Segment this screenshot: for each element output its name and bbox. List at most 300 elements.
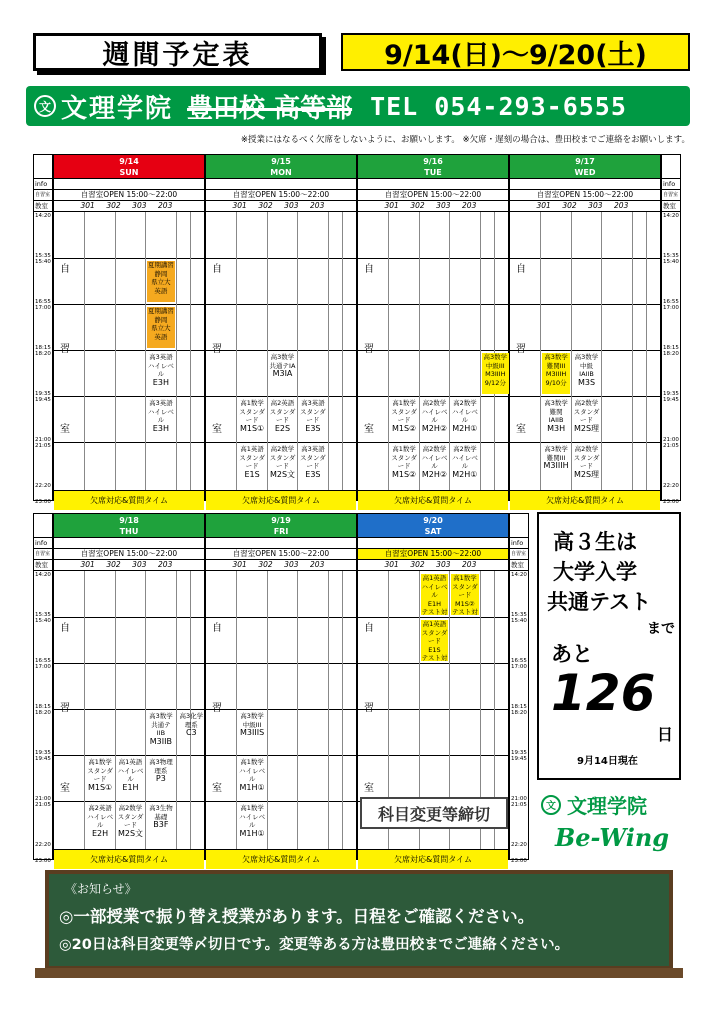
room-label: 教室 [510, 560, 528, 571]
class-line: 共通テIA [269, 361, 296, 370]
info-label: info [510, 538, 528, 549]
room-row [206, 560, 356, 571]
class-cell [147, 399, 174, 440]
info-row [206, 179, 356, 190]
selfstudy-char: 室 [60, 424, 70, 435]
time-label: 21:05 [511, 802, 527, 808]
class-line: 高1数学 [392, 399, 416, 407]
class-line: 理系 [154, 766, 168, 775]
day-header [54, 155, 204, 179]
class-line: 高3数学 [544, 353, 568, 361]
room-number: 301 [384, 560, 399, 569]
class-line: スタンダード [239, 407, 265, 424]
selfstudy-row: 自習室OPEN 15:00〜22:00 [206, 549, 356, 560]
room-number: 301 [80, 201, 95, 210]
room-number: 302 [258, 201, 273, 210]
class-line: 高2数学 [574, 445, 599, 453]
class-line: M3H [547, 423, 566, 433]
time-label: 21:05 [35, 443, 51, 449]
class-line: スタンダード [117, 812, 144, 829]
time-label: 14:20 [511, 572, 527, 578]
class-line: 共通テIIB [151, 720, 171, 737]
class-cell [147, 261, 174, 302]
class-line: 高1数学 [453, 574, 477, 582]
class-line: M3S [577, 377, 596, 387]
time-label: 23:00 [35, 858, 51, 864]
time-label: 22:20 [35, 842, 51, 848]
room-label: 教室 [34, 560, 52, 571]
day-header [54, 514, 204, 538]
day-header [206, 514, 356, 538]
class-line: 夏期講習 [147, 307, 174, 315]
notice-board [45, 870, 673, 970]
class-cell [299, 445, 326, 486]
day-header [358, 514, 508, 538]
class-line: M2S文 [269, 469, 296, 479]
countdown-unit: 日 [657, 725, 674, 744]
deadline-stamp: 科目変更等締切 [360, 797, 508, 829]
class-line: 高2数学 [422, 399, 447, 407]
class-line: スタンダード [87, 766, 113, 783]
class-line: M3IA [272, 369, 293, 378]
schedule-grid [54, 571, 204, 849]
class-line: 高2数学 [453, 399, 477, 407]
time-label: 18:20 [511, 710, 527, 716]
schedule-grid [206, 212, 356, 490]
time-label: 21:00 [35, 796, 51, 802]
class-line: 高3数学 [544, 399, 568, 407]
day-column [357, 154, 509, 505]
day-header [206, 155, 356, 179]
class-line: ハイレベル [421, 453, 448, 470]
date-range: 9/14(日)〜9/20(土) [341, 33, 690, 71]
selfstudy-char: 習 [212, 344, 222, 355]
day-date: 9/15 [271, 157, 291, 166]
day-column [205, 513, 357, 864]
day-date: 9/17 [575, 157, 595, 166]
class-line: スタンダード [391, 407, 417, 424]
class-cell [147, 804, 174, 845]
time-label: 17:00 [35, 305, 51, 311]
class-line: M2H② [421, 423, 448, 433]
selfstudy-char: 習 [364, 703, 374, 714]
class-line: 高1数学 [240, 804, 264, 812]
class-cell [573, 445, 600, 486]
footer-row: 欠席対応&質問タイム [54, 490, 204, 510]
time-label: 18:15 [35, 345, 51, 351]
class-line: 高3数学 [574, 353, 599, 361]
class-line: スタンダード [391, 453, 417, 470]
schedule-grid [358, 212, 508, 490]
class-cell [299, 399, 326, 440]
room-row [54, 201, 204, 212]
time-label: 15:35 [511, 612, 527, 618]
class-line: 英語 [154, 332, 168, 341]
time-label: 23:00 [663, 499, 679, 505]
class-line: 高3化学 [179, 712, 204, 720]
countdown-panel [537, 512, 681, 780]
class-cell [238, 445, 265, 486]
class-line: 9/10分 [545, 378, 567, 387]
room-number: 203 [310, 201, 325, 210]
day-date: 9/14 [119, 157, 139, 166]
selfstudy-char: 室 [364, 783, 374, 794]
class-line: 高1英語 [240, 445, 264, 453]
class-line: 高3英語 [149, 353, 173, 361]
class-line: M2H① [452, 423, 478, 433]
class-line: M3IIIH [485, 370, 506, 378]
class-line: ハイレベル [451, 453, 478, 470]
time-label: 18:15 [663, 345, 679, 351]
selfstudy-char: 自 [60, 623, 70, 634]
day-date: 9/20 [423, 516, 443, 525]
class-line: 高1数学 [392, 445, 416, 453]
class-line: 高1英語 [422, 620, 447, 628]
class-line: M1S② [391, 469, 417, 479]
day-date: 9/18 [119, 516, 139, 525]
class-line: 高1数学 [240, 758, 264, 766]
selfstudy-row: 自習室OPEN 15:00〜22:00 [54, 549, 204, 560]
class-line: E3H [152, 423, 169, 433]
time-label: 18:20 [35, 710, 51, 716]
class-cell [147, 712, 174, 753]
day-dow: FRI [273, 527, 289, 536]
room-number: 203 [158, 560, 173, 569]
footer-row: 欠席対応&質問タイム [54, 849, 204, 869]
class-line: 県立大 [151, 278, 171, 286]
countdown-line2: 大学入学 [553, 560, 637, 584]
time-label: 19:45 [35, 397, 51, 403]
class-line: 夏期講習 [147, 261, 174, 269]
selfstudy-char: 習 [364, 344, 374, 355]
class-line: 高2数学 [574, 399, 599, 407]
footer-row: 欠席対応&質問タイム [510, 490, 660, 510]
time-label: 21:00 [35, 437, 51, 443]
class-line: ハイレベル [117, 766, 144, 783]
class-line: スタンダード [300, 453, 326, 470]
class-line: P3 [155, 774, 166, 783]
room-row [510, 201, 660, 212]
time-label: 17:00 [663, 305, 679, 311]
class-line: 高2数学 [453, 445, 477, 453]
class-line: スタンダード [269, 453, 296, 470]
class-line: ハイレベル [147, 361, 174, 378]
footer-row: 欠席対応&質問タイム [358, 490, 508, 510]
class-cell [269, 445, 296, 486]
class-line: スタンダード [573, 453, 600, 470]
room-number: 203 [310, 560, 325, 569]
time-label: 15:40 [35, 259, 51, 265]
class-line: ハイレベル [421, 407, 448, 424]
class-cell [147, 353, 174, 394]
class-line: ハイレベル [239, 766, 266, 783]
day-header [358, 155, 508, 179]
day-column [205, 154, 357, 505]
footer-row: 欠席対応&質問タイム [206, 849, 356, 869]
class-line: 高2英語 [270, 399, 295, 407]
board-heading: 《お知らせ》 [65, 882, 137, 896]
class-cell [451, 445, 478, 486]
class-line: 中級IAIIB [579, 361, 594, 378]
class-line: E1S [244, 469, 260, 479]
selfstudy-char: 習 [60, 344, 70, 355]
time-label: 15:35 [35, 253, 51, 259]
countdown-line4: まで [647, 621, 675, 637]
class-cell [542, 353, 569, 394]
time-labels [663, 213, 681, 503]
class-line: 高2英語 [88, 804, 112, 812]
campus-name: 豊田校 高等部 [187, 93, 353, 124]
room-number: 203 [614, 201, 629, 210]
room-number: 302 [258, 560, 273, 569]
selfstudy-row: 自習室OPEN 15:00〜22:00 [54, 190, 204, 201]
room-number: 301 [232, 560, 247, 569]
class-line: スタンダード [421, 628, 448, 645]
brand-logo [537, 790, 687, 860]
footer-row: 欠席対応&質問タイム [358, 849, 508, 869]
room-number: 203 [462, 560, 477, 569]
day-dow: WED [574, 168, 596, 177]
day-header [510, 155, 660, 179]
time-label: 22:20 [511, 842, 527, 848]
time-label: 17:00 [511, 664, 527, 670]
class-line: スタンダード [573, 407, 600, 424]
class-line: M3IIB [149, 736, 172, 746]
day-dow: THU [119, 527, 139, 536]
class-line: スタンダード [300, 407, 326, 424]
class-cell [238, 758, 265, 799]
class-line: M1S② [391, 423, 417, 433]
day-dow: SUN [119, 168, 139, 177]
class-line: E2S [274, 423, 291, 433]
class-cell [238, 399, 265, 440]
class-line: 英語 [154, 286, 168, 295]
time-label: 19:45 [663, 397, 679, 403]
class-line: 県立大 [151, 324, 171, 332]
class-line: 中級III [485, 361, 505, 370]
selfstudy-char: 室 [516, 424, 526, 435]
class-cell [238, 804, 265, 845]
class-cell [482, 353, 509, 394]
class-cell [421, 399, 448, 440]
info-row [358, 179, 508, 190]
time-label: 15:35 [35, 612, 51, 618]
class-line: E1H [427, 599, 442, 608]
jishu-label: 自習室 [662, 190, 680, 201]
time-label: 15:40 [35, 618, 51, 624]
class-line: B3F [153, 820, 169, 829]
selfstudy-char: 室 [364, 424, 374, 435]
room-label: 教室 [662, 201, 680, 212]
day-dow: MON [270, 168, 292, 177]
class-cell [147, 758, 174, 799]
class-line: 高3数学 [149, 712, 173, 720]
class-line: 理系 [184, 720, 198, 729]
class-line: M3IIIH [545, 370, 567, 378]
room-row [206, 201, 356, 212]
countdown-line3: 共通テスト [547, 590, 652, 614]
selfstudy-row: 自習室OPEN 15:00〜22:00 [358, 549, 508, 560]
room-number: 302 [410, 201, 425, 210]
class-line: E3S [305, 423, 321, 433]
class-line: テスト対 [421, 654, 448, 661]
room-number: 301 [536, 201, 551, 210]
class-line: 難関IAIIB [548, 407, 564, 424]
day-dow: SAT [424, 527, 442, 536]
class-cell [421, 620, 448, 661]
room-row [54, 560, 204, 571]
day-date: 9/19 [271, 516, 291, 525]
schedule-grid [54, 212, 204, 490]
class-cell [147, 307, 174, 348]
time-labels [511, 572, 529, 862]
class-line: ハイレベル [147, 407, 174, 424]
class-cell [269, 353, 296, 394]
school-name: 文理学院 [61, 93, 174, 124]
class-line: 高3数学 [483, 353, 508, 361]
time-label: 23:00 [35, 499, 51, 505]
room-row [358, 201, 508, 212]
room-number: 302 [410, 560, 425, 569]
info-label: info [662, 179, 680, 190]
class-cell [117, 758, 144, 799]
day-column [53, 513, 205, 864]
selfstudy-char: 自 [516, 264, 526, 275]
selfstudy-char: 室 [212, 783, 222, 794]
room-number: 302 [562, 201, 577, 210]
selfstudy-char: 自 [60, 264, 70, 275]
class-line: 中級III [242, 720, 262, 729]
time-label: 18:20 [663, 351, 679, 357]
class-cell [238, 712, 265, 753]
class-line: M3IIIS [240, 728, 265, 737]
room-number: 301 [384, 201, 399, 210]
selfstudy-char: 習 [60, 703, 70, 714]
class-line: M1H① [239, 828, 265, 838]
time-label: 14:20 [663, 213, 679, 219]
class-line: E2H [92, 828, 109, 838]
class-cell [178, 712, 205, 753]
time-label: 15:35 [663, 253, 679, 259]
selfstudy-char: 自 [212, 623, 222, 634]
class-line: 高2数学 [270, 445, 295, 453]
class-cell [573, 399, 600, 440]
board-line2: ◎20日は科目変更等〆切日です。変更等ある方は豊田校までご連絡ください。 [59, 937, 570, 953]
day-date: 9/16 [423, 157, 443, 166]
class-line: M1S① [87, 782, 113, 792]
class-line: E1S [428, 645, 441, 654]
time-label: 23:00 [511, 858, 527, 864]
class-line: 9/12分 [484, 378, 506, 387]
class-line: 高3数学 [270, 353, 295, 361]
school-banner [26, 86, 690, 126]
class-line: 高3生物 [149, 804, 173, 812]
jishu-label: 自習室 [510, 549, 528, 560]
room-number: 303 [436, 560, 451, 569]
class-cell [573, 353, 600, 394]
class-line: スタンダード [269, 407, 296, 424]
info-row [206, 538, 356, 549]
time-label: 14:20 [35, 213, 51, 219]
schedule-grid [206, 571, 356, 849]
room-number: 302 [106, 201, 121, 210]
page-title: 週間予定表 [33, 33, 322, 71]
class-line: スタンダード [452, 582, 478, 599]
class-cell [542, 399, 569, 440]
time-label: 18:15 [35, 704, 51, 710]
time-label: 16:55 [663, 299, 679, 305]
class-cell [269, 399, 296, 440]
class-line: ハイレベル [451, 407, 478, 424]
side-labels-right [661, 154, 681, 505]
class-line: 高3数学 [240, 712, 264, 720]
selfstudy-char: 自 [364, 264, 374, 275]
time-label: 21:05 [663, 443, 679, 449]
class-line: 静岡 [154, 315, 168, 324]
time-label: 19:35 [35, 750, 51, 756]
class-line: 高1英語 [422, 574, 447, 582]
class-line: M1S② [455, 599, 475, 608]
board-ledge [35, 968, 683, 978]
day-dow: TUE [424, 168, 442, 177]
time-label: 19:35 [35, 391, 51, 397]
countdown-line5: あと [551, 642, 593, 666]
time-label: 19:45 [35, 756, 51, 762]
class-line: M1S① [239, 423, 265, 433]
side-labels [33, 154, 53, 505]
class-cell [117, 804, 144, 845]
time-label: 17:00 [35, 664, 51, 670]
room-number: 302 [106, 560, 121, 569]
class-line: E1H [122, 782, 139, 792]
class-line: E3H [152, 377, 169, 387]
selfstudy-char: 自 [212, 264, 222, 275]
info-label: info [34, 538, 52, 549]
brand-name: 文理学院 [567, 794, 647, 818]
time-label: 18:15 [511, 704, 527, 710]
room-number: 303 [588, 201, 603, 210]
class-line: M2H② [421, 469, 448, 479]
room-number: 301 [80, 560, 95, 569]
class-line: 高3英語 [301, 445, 325, 453]
class-line: 難関III [546, 361, 566, 370]
class-line: 高3数学 [544, 445, 568, 453]
countdown-asof: 9月14日現在 [577, 756, 638, 767]
class-line: 高3物理 [149, 758, 173, 766]
time-label: 21:00 [663, 437, 679, 443]
class-line: ハイレベル [421, 582, 448, 599]
notice-text: ※授業にはなるべく欠席をしないように、お願いします。 ※欠席・遅刻の場合は、豊田校までご連絡をお願いします。 [240, 135, 690, 145]
info-row [54, 538, 204, 549]
brand-circle-icon: 文 [541, 795, 561, 815]
info-label: info [34, 179, 52, 190]
class-cell [421, 445, 448, 486]
class-line: 難関III [546, 453, 566, 462]
room-number: 303 [436, 201, 451, 210]
time-label: 18:20 [35, 351, 51, 357]
class-line: 基礎 [154, 812, 168, 821]
jishu-label: 自習室 [34, 549, 52, 560]
class-line: M3IIIH [543, 461, 569, 470]
class-line: テスト対 [452, 608, 478, 615]
room-number: 203 [462, 201, 477, 210]
countdown-line1: 高３生は [553, 530, 637, 554]
side-labels-right [509, 513, 529, 864]
class-line: M1H① [239, 782, 265, 792]
day-column [53, 154, 205, 505]
info-row [358, 538, 508, 549]
time-label: 15:40 [511, 618, 527, 624]
